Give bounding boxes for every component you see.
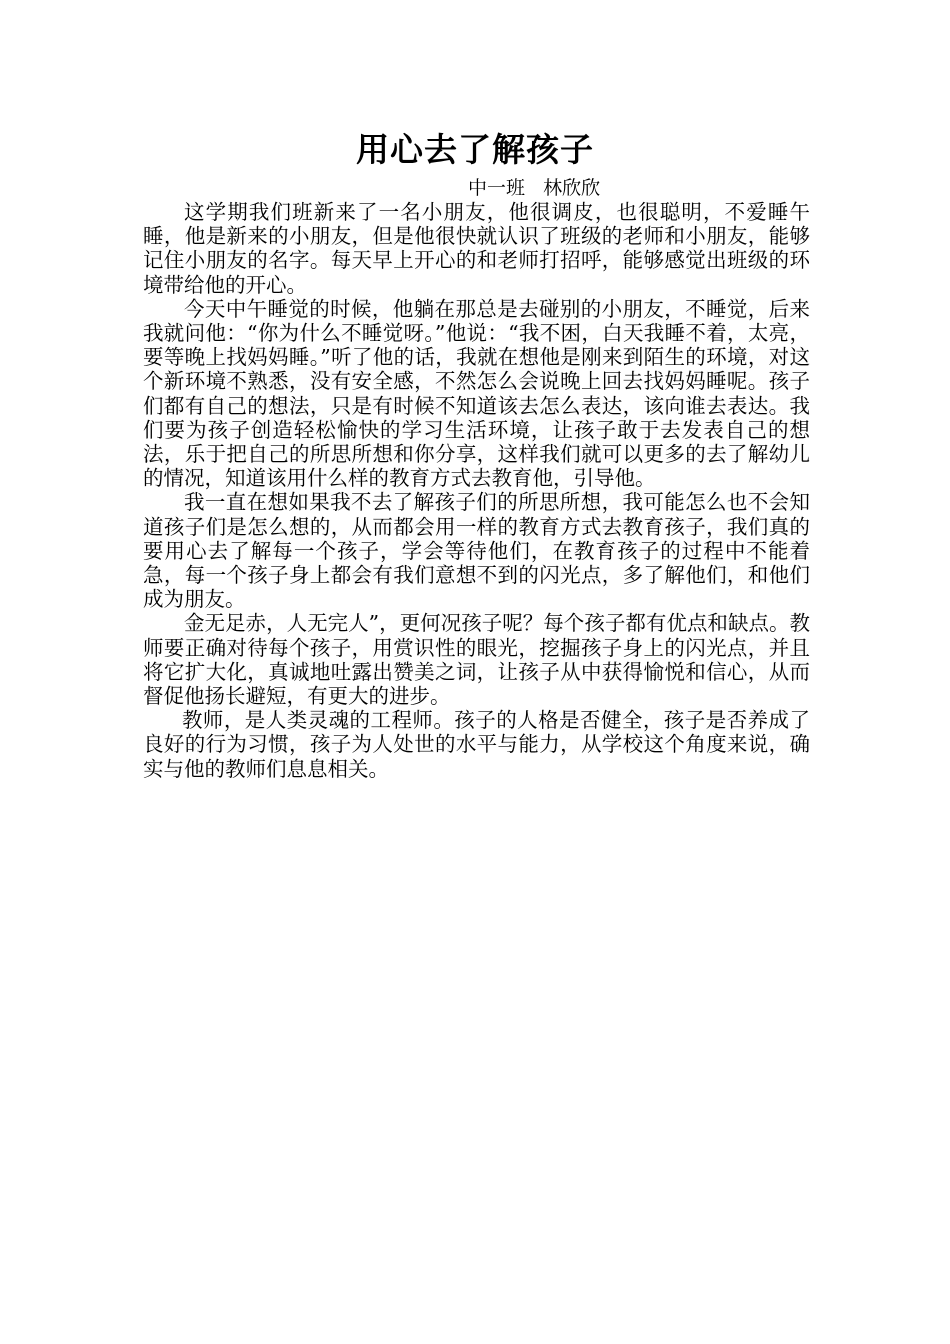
- paragraph-1: 这学期我们班新来了一名小朋友，他很调皮，也很聪明，不爱睡午睡，他是新来的小朋友，但是他很快就认识了班级的老师和小朋友，能够记住小朋友的名字。每天早上开心的和老师打招呼，能够感觉出班级的环境带给他的开心。: [143, 200, 810, 297]
- paragraph-3: 我一直在想如果我不去了解孩子们的所思所想，我可能怎么也不会知道孩子们是怎么想的，从而都会用一样的教育方式去教育孩子，我们真的要用心去了解每一个孩子，学会等待他们，在教育孩子的过程中不能着急，每一个孩子身上都会有我们意想不到的闪光点，多了解他们，和他们成为朋友。: [143, 490, 810, 612]
- paragraph-4: 金无足赤，人无完人”，更何况孩子呢？每个孩子都有优点和缺点。教师要正确对待每个孩子，用赏识性的眼光，挖掘孩子身上的闪光点，并且将它扩大化，真诚地吐露出赞美之词，让孩子从中获得愉悦和信心，从而督促他扬长避短，有更大的进步。: [143, 611, 810, 709]
- paragraph-5: 教师，是人类灵魂的工程师。孩子的人格是否健全，孩子是否养成了良好的行为习惯，孩子为人处世的水平与能力，从学校这个角度来说，确实与他的教师们息息相关。: [143, 708, 810, 781]
- author-byline: 中一班 林欣欣: [468, 177, 601, 199]
- document-body: [143, 200, 810, 781]
- document-title: 用心去了解孩子: [356, 130, 594, 169]
- paragraph-2: 今天中午睡觉的时候，他躺在那总是去碰别的小朋友，不睡觉，后来我就问他：“你为什么不睡觉呀。”他说：“我不困，白天我睡不着，太亮，要等晚上找妈妈睡。”听了他的话，我就在想他是刚来到陌生的环境，对这个新环境不熟悉，没有安全感，不然怎么会说晚上回去找妈妈睡呢。孩子们都有自己的想法，只是有时候不知道该去怎么表达，该向谁去表达。我们要为孩子创造轻松愉快的学习生活环境，让孩子敢于去发表自己的想法，乐于把自己的所思所想和你分享，这样我们就可以更多的去了解幼儿的情况，知道该用什么样的教育方式去教育他，引导他。: [143, 296, 810, 491]
